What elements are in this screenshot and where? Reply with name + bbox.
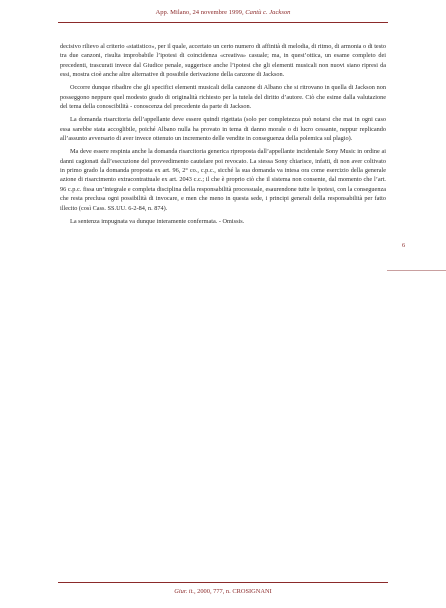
margin-rule xyxy=(387,270,446,271)
paragraph: La domanda risarcitoria dell’appellante deve essere quindi rigettata (solo per completezza può notarsi che mai in ogni caso essa sarebbe stata accoglibile, poiché Albano nulla ha provato in tema di danno morale o di lucro cessante, neppur replicando all’assunto avversario di aver invece ottenuto un incremento delle vendite in conseguenza della polemica sul plagio). xyxy=(60,116,386,143)
header-rule xyxy=(58,22,388,23)
running-head-case-name: Cantù c. Jackson xyxy=(245,9,291,16)
footer-citation: , 2000, 777, n. CROSIGNANI xyxy=(193,588,272,595)
paragraph: Occorre dunque ribadire che gli specifici elementi musicali della canzone di Albano che si ritrovano in quella di Jackson non posseggono neppure quel modesto grado di originalità richiesto per la tutela del diritto d’autore. Ciò che esime dalla valutazione del tema della conoscibilità - conoscenza del precedente da parte di Jackson. xyxy=(60,84,386,111)
paragraph: decisivo rilievo al criterio «statistico», per il quale, accertato un certo numero di affinità di melodia, di ritmo, di armonia o di testo tra due canzoni, risulta improbabile l’ipotesi di coincidenza «creativa» casuale; ma, in quest’ottica, un esame completo dei precedenti, trascurati invece dal Giudice penale, suggerisce anche l’ipotesi che gli elementi musicali non nuovi siano ripresi da essi, mostra cioè anche altre alternative di possibile derivazione della canzone di Jackson. xyxy=(60,43,386,79)
page-number: 6 xyxy=(402,242,406,249)
page-header xyxy=(0,0,446,28)
page-footer xyxy=(0,588,446,595)
running-head-citation: App. Milano, 24 novembre 1999, xyxy=(155,9,244,16)
footer-journal: Giur. it. xyxy=(174,588,194,595)
running-head xyxy=(0,9,446,16)
paragraph: La sentenza impugnata va dunque interamente confermata. - Omissis. xyxy=(70,217,245,225)
paragraph: Ma deve essere respinta anche la domanda risarcitoria generica riproposta dall’appellante incidentale Sony Music in ordine ai danni cagionati dall’esecuzione del provvedimento cautelare poi revocato. La stessa Sony chiarisce, infatti, di non aver coltivato in primo grado la domanda proposta ex art. 96, 2° co., c.p.c., sicché la sua domanda va intesa ora come esercizio della generale azione di risarcimento extracontrattuale ex art. 2043 c.c.; il che è proprio ciò che il sistema non consente, dal momento che l’art. 96 c.p.c. fissa un’integrale e completa disciplina della responsabilità processuale, esaurendone tutte le ipotesi, con la conseguenza che resta preclusa ogni possibilità di invocare, e men che meno in questa sede, i principi generali della responsabilità per fatto illecito (così Cass. SS.UU. 6-2-84, n. 874). xyxy=(60,148,386,212)
document-body xyxy=(60,42,386,230)
footer-rule xyxy=(58,582,388,583)
